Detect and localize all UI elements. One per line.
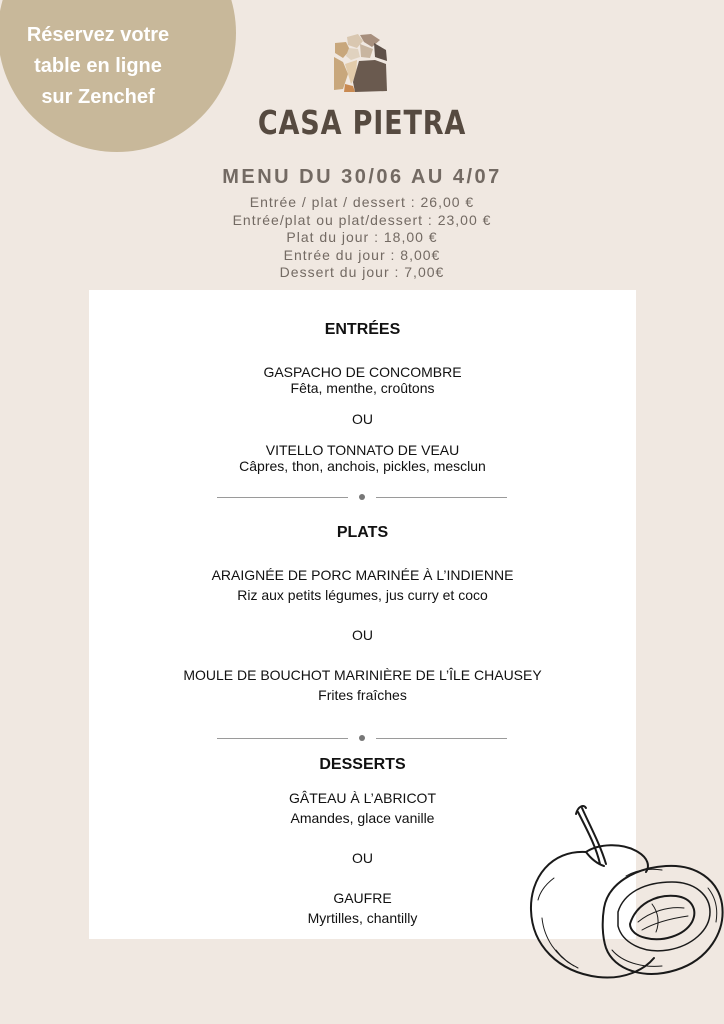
or-separator: OU [352,627,373,643]
dish-name: ARAIGNÉE DE PORC MARINÉE À L’INDIENNE [211,567,514,583]
section-divider [217,733,507,743]
dish-description: Amandes, glace vanille [290,810,435,826]
price-line: Entrée / plat / dessert : 26,00 € [249,194,475,210]
price-line: Entrée du jour : 8,00€ [283,246,441,263]
price-list [0,194,724,282]
dish-name: GAUFRE [333,890,392,906]
section-title-plats: PLATS [336,524,389,541]
section-title-desserts: DESSERTS [319,756,406,773]
section-divider [217,492,507,502]
menu-title: MENU DU 30/06 AU 4/07 [222,166,502,188]
or-separator: OU [352,850,373,866]
dish-name: VITELLO TONNATO DE VEAU [265,442,460,458]
section-title-entrees: ENTRÉES [324,321,401,338]
booking-line-2: table en ligne [34,55,162,77]
price-line: Plat du jour : 18,00 € [286,229,438,245]
dish-name: MOULE DE BOUCHOT MARINIÈRE DE L’ÎLE CHAUSEY [183,667,542,683]
dish-name: GÂTEAU À L’ABRICOT [288,790,437,806]
booking-line-1: Réservez votre [26,24,170,46]
dish-description: Myrtilles, chantilly [307,910,418,926]
dish-description: Fêta, menthe, croûtons [290,380,435,396]
dish-description: Câpres, thon, anchois, pickles, mesclun [239,458,486,474]
stone-mosaic-icon [331,32,389,92]
or-separator: OU [352,411,373,427]
price-line: Entrée/plat ou plat/dessert : 23,00 € [232,211,492,228]
dish-description: Frites fraîches [318,687,407,703]
brand-name: CASA PIETRA [257,103,467,142]
booking-line-3: sur Zenchef [41,86,155,108]
price-line: Dessert du jour : 7,00€ [279,264,445,280]
dish-name: GASPACHO DE CONCOMBRE [263,364,462,380]
dish-description: Riz aux petits légumes, jus curry et coco [237,587,488,603]
booking-link[interactable] [0,20,196,113]
apricot-sketch-icon [526,800,724,982]
